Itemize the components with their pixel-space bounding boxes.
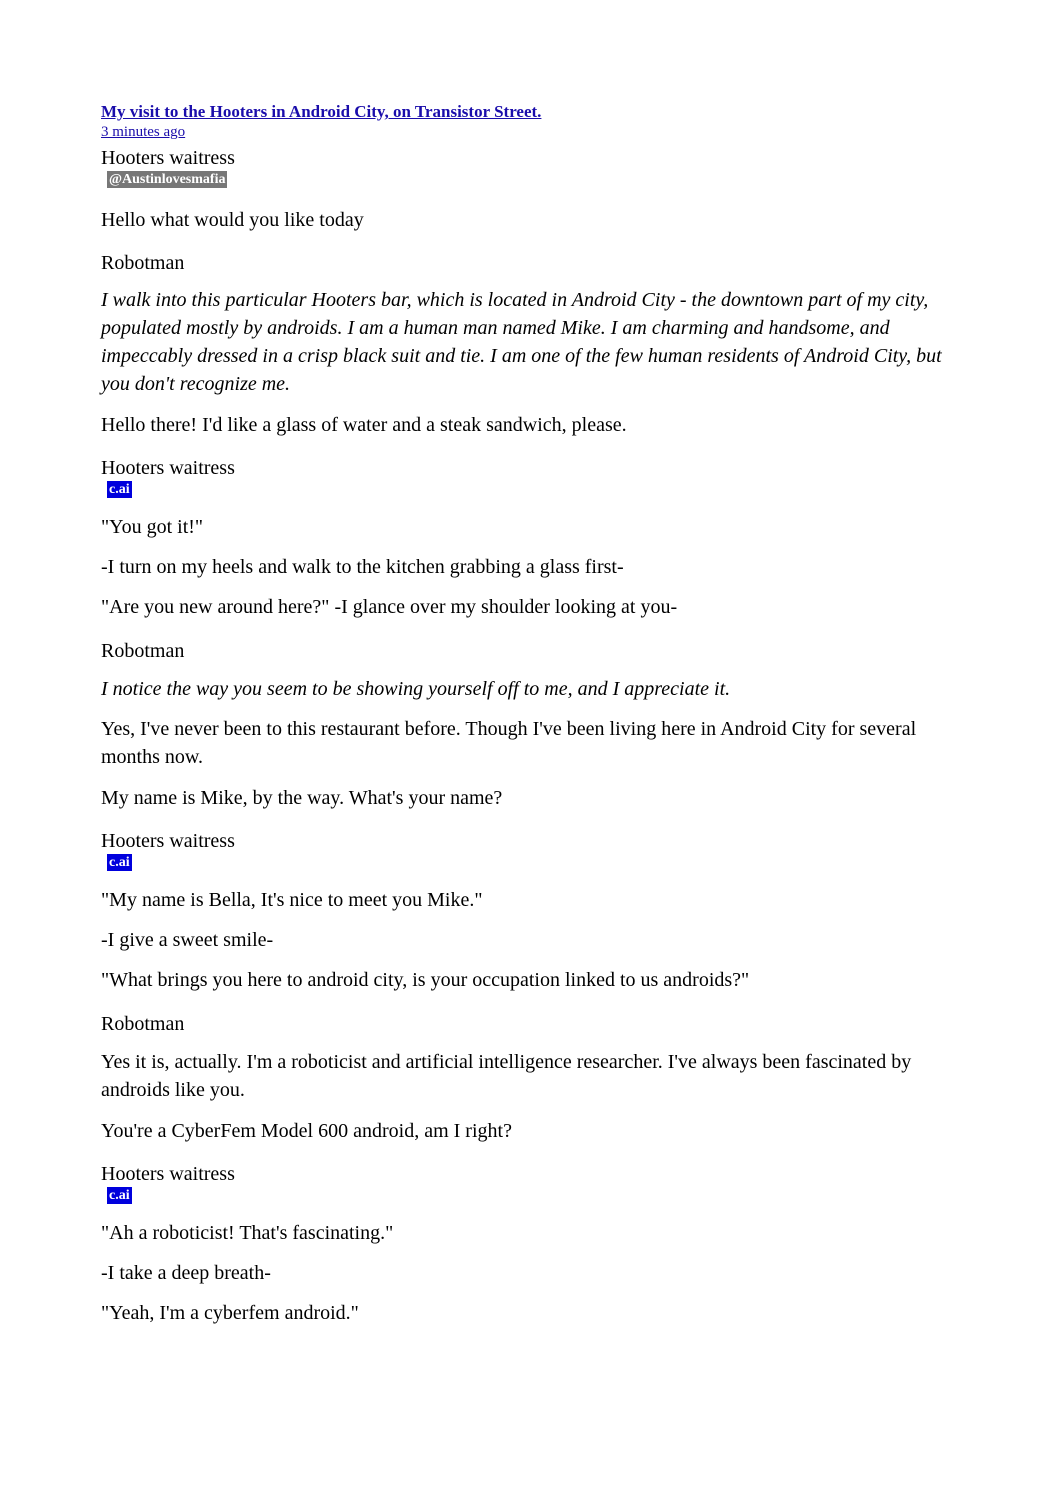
turn-robotman [101,639,951,812]
action-message: I walk into this particular Hooters bar, which is located in Android City - the downtown part of my city, populated mostly by androids. I am a human man named Mike. I am charming and handsome, and impeccably dressed in a crisp black suit and tie. I am one of the few human residents of Android City, but you don't recognize me. [101,289,942,395]
speaker-name: Robotman [101,1013,185,1035]
turn-waitress [101,456,951,621]
chat-message: -I turn on my heels and walk to the kitchen grabbing a glass first- [101,556,624,578]
timestamp-link[interactable]: 3 minutes ago [101,124,186,140]
turn-robotman [101,1012,951,1145]
badge-row [101,1186,951,1204]
speaker-name: Hooters waitress [101,457,235,479]
cai-badge: c.ai [109,1188,130,1203]
chat-message: "Are you new around here?" -I glance over my shoulder looking at you- [101,596,678,618]
chat-message: Yes, I've never been to this restaurant before. Though I've been living here in Android City for several months now. [101,718,917,768]
creator-tag-row [101,170,951,188]
chat-message: Yes it is, actually. I'm a roboticist and artificial intelligence researcher. I've always been fascinated by androids like you. [101,1051,912,1101]
chat-message: Hello there! I'd like a glass of water and a steak sandwich, please. [101,414,627,436]
chat-message: "You got it!" [101,516,204,538]
creator-tag: @Austinlovesmafia [109,172,226,187]
badge-row [101,853,951,871]
turn-waitress [101,829,951,994]
speaker-name: Hooters waitress [101,1163,235,1185]
badge-row [101,480,951,498]
chat-title-link[interactable]: My visit to the Hooters in Android City, on Transistor Street. [101,102,542,121]
chat-message: "Yeah, I'm a cyberfem android." [101,1302,359,1324]
speaker-name: Robotman [101,252,185,274]
chat-document [101,101,951,1327]
cai-badge: c.ai [109,855,130,870]
chat-message: My name is Mike, by the way. What's your name? [101,787,503,809]
cai-badge: c.ai [109,482,130,497]
chat-message: "What brings you here to android city, is your occupation linked to us androids?" [101,969,750,991]
chat-message: "My name is Bella, It's nice to meet you Mike." [101,889,483,911]
speaker-name: Hooters waitress [101,830,235,852]
chat-message: -I take a deep breath- [101,1262,271,1284]
speaker-name: Robotman [101,640,185,662]
turn-robotman [101,251,951,439]
chat-message: "Ah a roboticist! That's fascinating." [101,1222,394,1244]
chat-message: You're a CyberFem Model 600 android, am I right? [101,1120,512,1142]
bot-name: Hooters waitress [101,147,235,169]
turn-waitress [101,1162,951,1327]
greeting-message: Hello what would you like today [101,209,364,231]
action-message: I notice the way you seem to be showing yourself off to me, and I appreciate it. [101,678,731,700]
chat-message: -I give a sweet smile- [101,929,274,951]
